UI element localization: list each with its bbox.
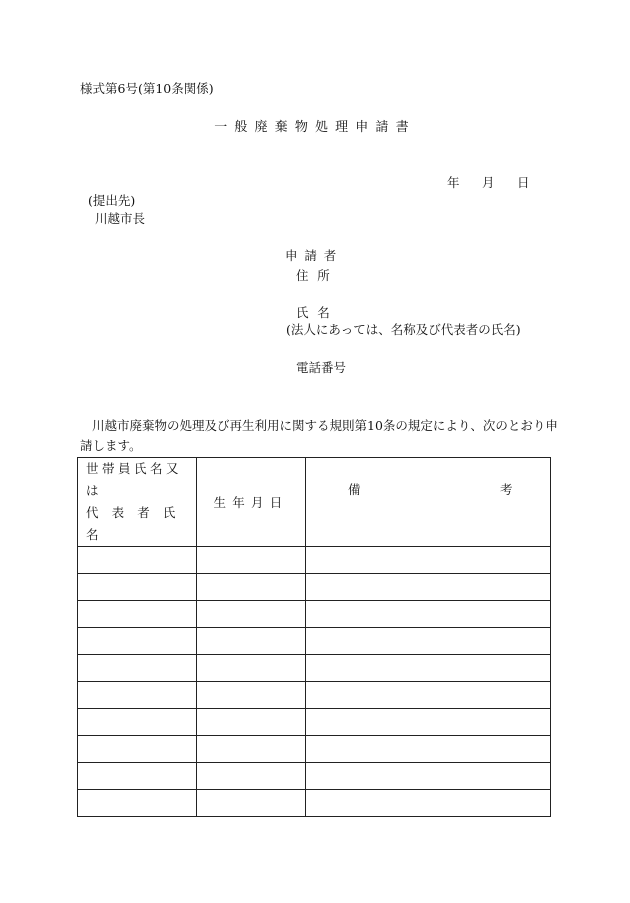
table-row [78, 655, 551, 682]
date-year-label: 年 [447, 175, 460, 190]
member-name-cell[interactable] [78, 763, 197, 790]
address-label: 住所 [296, 268, 339, 283]
name-label: 氏名 [296, 305, 339, 320]
phone-label: 電話番号 [296, 360, 347, 375]
document-title: 一般廃棄物処理申請書 [214, 120, 416, 135]
table-row [78, 682, 551, 709]
table-row [78, 601, 551, 628]
name-note: (法人にあっては、名称及び代表者の氏名) [286, 322, 521, 337]
birthdate-cell[interactable] [197, 709, 306, 736]
member-name-header [78, 458, 197, 547]
remarks-cell[interactable] [306, 763, 551, 790]
form-number: 様式第6号(第10条関係) [80, 81, 214, 96]
birthdate-header: 生年月日 [197, 458, 306, 547]
date-day-label: 日 [517, 175, 530, 190]
member-name-cell[interactable] [78, 736, 197, 763]
member-name-cell[interactable] [78, 574, 197, 601]
remarks-cell[interactable] [306, 547, 551, 574]
member-name-cell[interactable] [78, 547, 197, 574]
remarks-cell[interactable] [306, 790, 551, 817]
remarks-cell[interactable] [306, 601, 551, 628]
table-row [78, 736, 551, 763]
table-row [78, 763, 551, 790]
recipient-label: (提出先) [88, 193, 136, 208]
birthdate-cell[interactable] [197, 628, 306, 655]
member-name-header-line2: 代表者氏名 [86, 505, 189, 542]
remarks-cell[interactable] [306, 682, 551, 709]
table-row [78, 628, 551, 655]
birthdate-cell[interactable] [197, 790, 306, 817]
table-header-row [78, 458, 551, 547]
remarks-cell[interactable] [306, 709, 551, 736]
birthdate-cell[interactable] [197, 547, 306, 574]
household-member-table [77, 457, 551, 817]
member-name-cell[interactable] [78, 655, 197, 682]
table-row [78, 709, 551, 736]
application-statement: 川越市廃棄物の処理及び再生利用に関する規則第10条の規定により、次のとおり申請します。 [80, 418, 558, 453]
table-row [78, 547, 551, 574]
birthdate-cell[interactable] [197, 655, 306, 682]
date-month-label: 月 [482, 175, 495, 190]
birthdate-cell[interactable] [197, 682, 306, 709]
remarks-header-right: 考 [500, 482, 513, 497]
remarks-cell[interactable] [306, 574, 551, 601]
member-name-cell[interactable] [78, 628, 197, 655]
member-name-header-line1: 世帯員氏名又は [86, 461, 183, 498]
remarks-cell[interactable] [306, 736, 551, 763]
member-name-cell[interactable] [78, 709, 197, 736]
birthdate-cell[interactable] [197, 574, 306, 601]
member-name-cell[interactable] [78, 682, 197, 709]
table-row [78, 574, 551, 601]
member-name-cell[interactable] [78, 790, 197, 817]
remarks-cell[interactable] [306, 628, 551, 655]
birthdate-cell[interactable] [197, 601, 306, 628]
birthdate-cell[interactable] [197, 736, 306, 763]
table-row [78, 790, 551, 817]
member-name-cell[interactable] [78, 601, 197, 628]
recipient-name: 川越市長 [95, 211, 146, 226]
remarks-header [306, 458, 551, 547]
remarks-cell[interactable] [306, 655, 551, 682]
birthdate-cell[interactable] [197, 763, 306, 790]
remarks-header-left: 備 [348, 482, 361, 497]
applicant-label: 申請者 [285, 248, 344, 263]
